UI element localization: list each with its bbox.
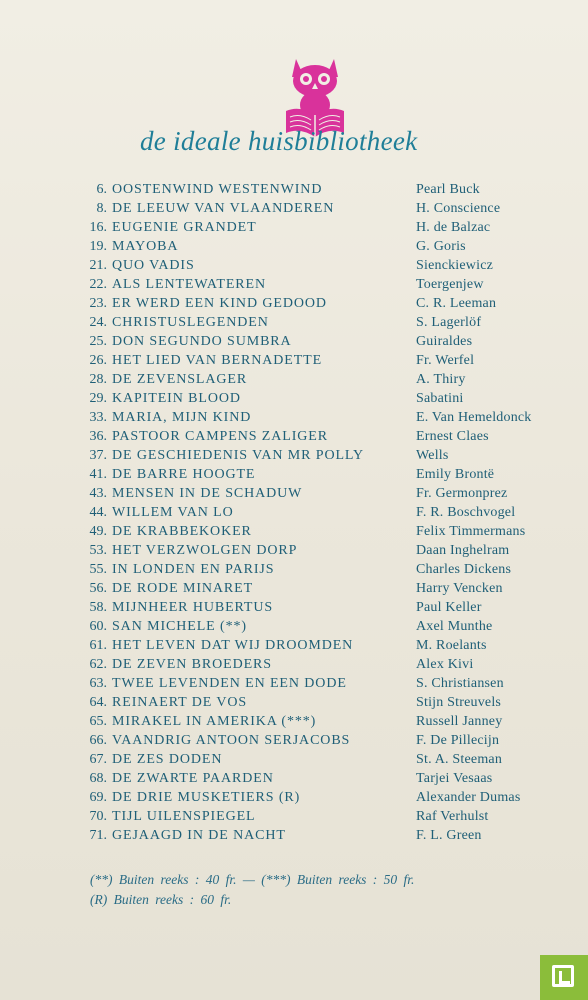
book-number: 37. [89,448,107,463]
book-author: Daan Inghelram [416,543,510,558]
book-number: 29. [89,391,107,406]
book-list-item [80,522,570,541]
book-list-item [80,389,570,408]
book-list-item [80,598,570,617]
book-author: Stijn Streuvels [416,695,502,710]
book-title: ER WERD EEN KIND GEDOOD [112,296,327,311]
book-number: 64. [89,695,107,710]
book-list-item [80,351,570,370]
book-list-item [80,807,570,826]
book-author: G. Goris [416,239,466,254]
book-author: Axel Munthe [416,619,493,634]
book-list-item [80,769,570,788]
price-note-line: (R) Buiten reeks : 60 fr. [90,892,232,907]
book-number: 71. [89,828,107,843]
book-title: DE GESCHIEDENIS VAN MR POLLY [112,448,364,463]
book-title: DE ZEVENSLAGER [112,372,248,387]
book-list-item [80,294,570,313]
book-list-item [80,655,570,674]
book-title: MAYOBA [112,239,179,254]
book-author: Raf Verhulst [416,809,489,824]
book-number: 53. [89,543,107,558]
book-title: PASTOOR CAMPENS ZALIGER [112,429,328,444]
book-title: MIJNHEER HUBERTUS [112,600,274,615]
book-author: Tarjei Vesaas [416,771,493,786]
book-title: GEJAAGD IN DE NACHT [112,828,286,843]
book-title: REINAERT DE VOS [112,695,248,710]
book-list [80,180,570,845]
book-author: M. Roelants [416,638,487,653]
book-title: DE ZEVEN BROEDERS [112,657,272,672]
book-list-item [80,218,570,237]
book-title: MIRAKEL IN AMERIKA (***) [112,714,317,729]
book-author: St. A. Steeman [416,752,503,767]
book-list-item [80,788,570,807]
book-author: Emily Brontë [416,467,495,482]
book-number: 43. [89,486,107,501]
book-author: C. R. Leeman [416,296,497,311]
book-list-item [80,750,570,769]
book-list-item [80,427,570,446]
book-title: DE BARRE HOOGTE [112,467,256,482]
book-number: 26. [89,353,107,368]
book-list-item [80,731,570,750]
book-title: WILLEM VAN LO [112,505,234,520]
book-author: S. Christiansen [416,676,504,691]
book-author: Guiraldes [416,334,473,349]
book-author: Sabatini [416,391,464,406]
book-list-item [80,465,570,484]
book-title: HET VERZWOLGEN DORP [112,543,298,558]
book-list-item [80,484,570,503]
book-number: 28. [89,372,107,387]
book-list-item [80,370,570,389]
book-list-item [80,237,570,256]
book-number: 19. [89,239,107,254]
book-number: 22. [89,277,107,292]
book-number: 55. [89,562,107,577]
book-title: IN LONDEN EN PARIJS [112,562,275,577]
book-number: 33. [89,410,107,425]
book-list-item [80,560,570,579]
book-author: Alexander Dumas [416,790,521,805]
book-number: 60. [89,619,107,634]
book-list-item [80,617,570,636]
book-list-item [80,826,570,845]
book-author: A. Thiry [416,372,466,387]
book-title: DE ZES DODEN [112,752,223,767]
book-author: Fr. Werfel [416,353,475,368]
book-list-item [80,579,570,598]
book-title: DE LEEUW VAN VLAANDEREN [112,201,335,216]
book-number: 68. [89,771,107,786]
book-title: VAANDRIG ANTOON SERJACOBS [112,733,351,748]
book-number: 56. [89,581,107,596]
book-title: MENSEN IN DE SCHADUW [112,486,303,501]
book-author: Paul Keller [416,600,482,615]
book-title: KAPITEIN BLOOD [112,391,241,406]
price-notes [90,870,570,910]
book-author: F. De Pillecijn [416,733,500,748]
book-list-item [80,503,570,522]
book-number: 67. [89,752,107,767]
book-title: TIJL UILENSPIEGEL [112,809,256,824]
book-title: OOSTENWIND WESTENWIND [112,182,323,197]
book-number: 41. [89,467,107,482]
book-number: 36. [89,429,107,444]
book-author: Russell Janney [416,714,503,729]
book-list-item [80,408,570,427]
book-author: Felix Timmermans [416,524,526,539]
book-list-item [80,636,570,655]
book-title: MARIA, MIJN KIND [112,410,252,425]
book-title: DE ZWARTE PAARDEN [112,771,274,786]
book-author: Ernest Claes [416,429,489,444]
book-author: Pearl Buck [416,182,480,197]
book-number: 44. [89,505,107,520]
book-number: 69. [89,790,107,805]
book-title: SAN MICHELE (**) [112,619,247,634]
book-title: ALS LENTEWATEREN [112,277,266,292]
book-number: 65. [89,714,107,729]
book-list-item [80,313,570,332]
book-author: Wells [416,448,449,463]
book-title: CHRISTUSLEGENDEN [112,315,269,330]
book-number: 21. [89,258,107,273]
book-number: 66. [89,733,107,748]
book-title: HET LEVEN DAT WIJ DROOMDEN [112,638,354,653]
book-title: DON SEGUNDO SUMBRA [112,334,292,349]
book-list-item [80,332,570,351]
book-list-item [80,180,570,199]
book-title: DE DRIE MUSKETIERS (R) [112,790,301,805]
book-author: Toergenjew [416,277,484,292]
corner-sticker [540,955,588,1000]
book-number: 70. [89,809,107,824]
book-author: Harry Vencken [416,581,503,596]
book-list-item [80,674,570,693]
book-number: 49. [89,524,107,539]
book-title: DE RODE MINARET [112,581,254,596]
book-author: S. Lagerlöf [416,315,482,330]
book-number: 25. [89,334,107,349]
book-list-item [80,541,570,560]
book-title: HET LIED VAN BERNADETTE [112,353,323,368]
book-author: E. Van Hemeldonck [416,410,532,425]
book-number: 61. [89,638,107,653]
book-title: TWEE LEVENDEN EN EEN DODE [112,676,347,691]
book-number: 62. [89,657,107,672]
book-list-item [80,712,570,731]
book-author: F. R. Boschvogel [416,505,516,520]
book-number: 6. [96,182,107,197]
book-author: Charles Dickens [416,562,512,577]
book-number: 23. [89,296,107,311]
book-author: H. de Balzac [416,220,491,235]
book-number: 58. [89,600,107,615]
book-list-item [80,199,570,218]
book-number: 24. [89,315,107,330]
book-list-item [80,256,570,275]
book-list-item [80,693,570,712]
book-author: Sienckiewicz [416,258,494,273]
book-author: H. Conscience [416,201,501,216]
book-title: DE KRABBEKOKER [112,524,252,539]
book-title: QUO VADIS [112,258,195,273]
book-list-item [80,446,570,465]
book-number: 8. [96,201,107,216]
book-author: Alex Kivi [416,657,474,672]
checkmark-box-icon [552,965,574,987]
book-number: 16. [89,220,107,235]
price-note-line: (**) Buiten reeks : 40 fr. — (***) Buiten reeks : 50 fr. [90,872,415,887]
series-title: de ideale huisbibliotheek [140,126,418,156]
book-title: EUGENIE GRANDET [112,220,257,235]
book-number: 63. [89,676,107,691]
book-author: Fr. Germonprez [416,486,508,501]
book-list-item [80,275,570,294]
book-author: F. L. Green [416,828,482,843]
